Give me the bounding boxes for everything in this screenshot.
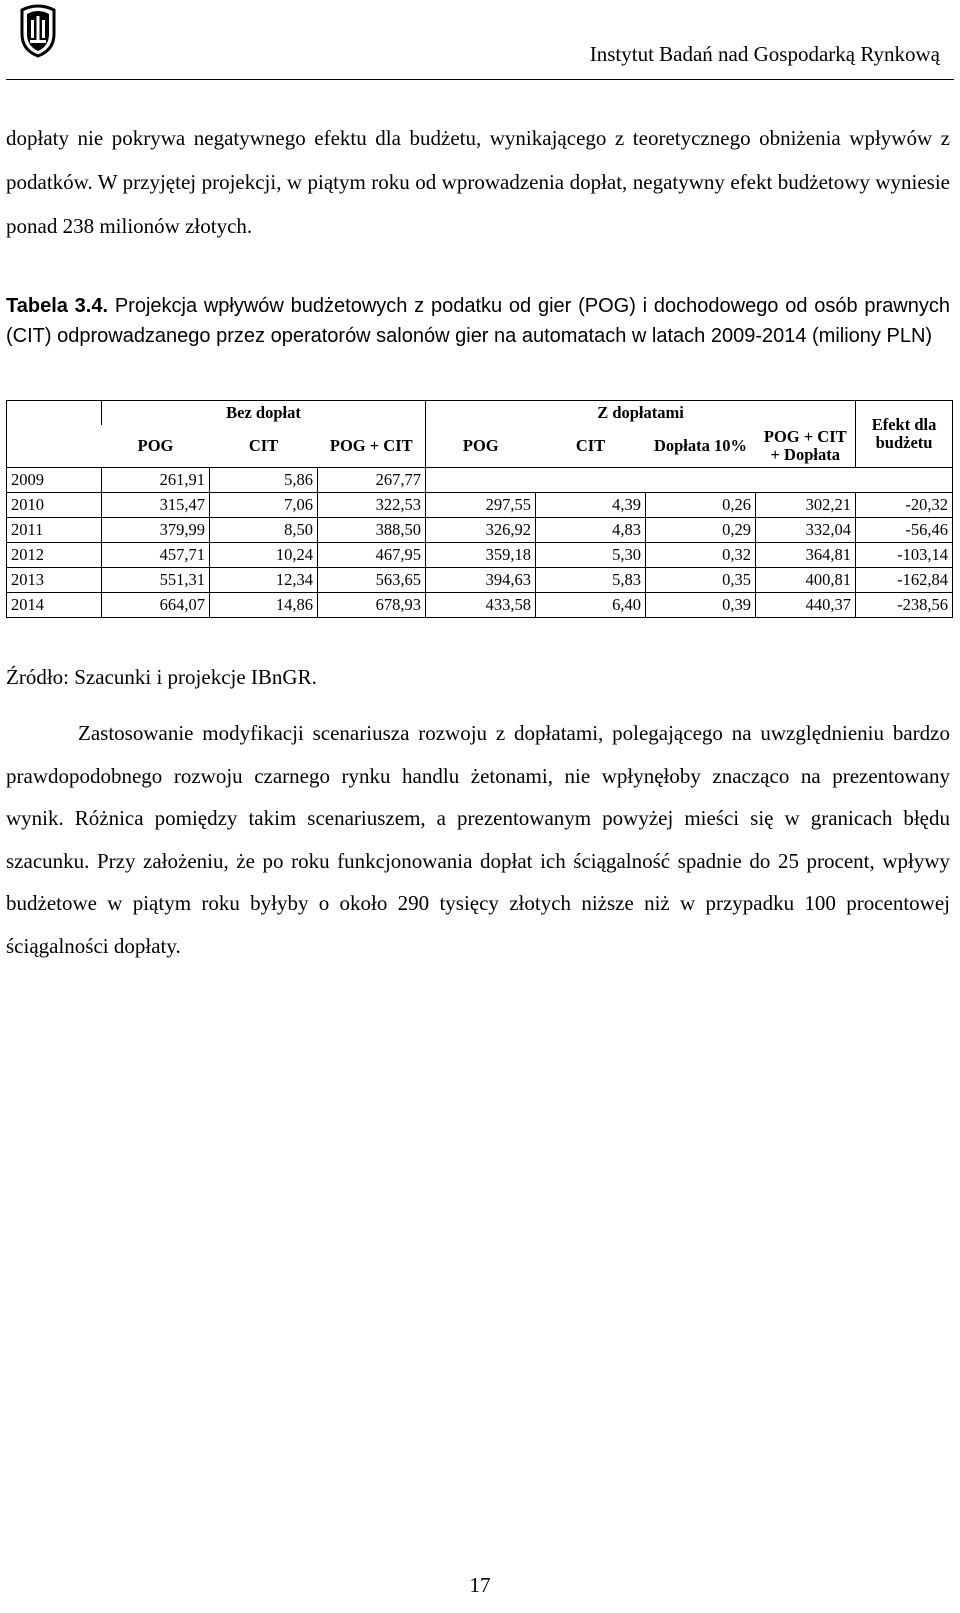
table-cell: 457,71 xyxy=(102,542,210,567)
table-header-group-without: Bez dopłat xyxy=(102,401,426,426)
table-caption-text: Projekcja wpływów budżetowych z podatku od gier (POG) i dochodowego od osób prawnych (CIT) odprowadzanego przez operatorów salonów gier na automatach w latach 2009-2014 (miliony PLN) xyxy=(6,295,951,347)
table-header-row-columns xyxy=(7,425,953,467)
table-row xyxy=(7,567,953,592)
body-paragraph-text: Zastosowanie modyfikacji scenariusza rozwoju z dopłatami, polegającego na uwzględnieniu bardzo prawdopodobnego rozwoju czarnego rynku handlu żetonami, nie wpłynęłoby znacząco na prezentowany wynik. Różnica pomiędzy takim scenariuszem, a prezentowanym powyżej mieści się w granicach błędu szacunku. Przy założeniu, że po roku funkcjonowania dopłat ich ściągalność spadnie do 25 procent, wpływy budżetowe w piątym roku byłyby o około 290 tysięcy złotych niższe niż w przypadku 100 procentowej ściągalności dopłaty. xyxy=(6,721,950,958)
table-cell: -103,14 xyxy=(856,542,953,567)
table-cell: 394,63 xyxy=(426,567,536,592)
table-cell: 267,77 xyxy=(318,467,426,492)
table-header-effect: Efekt dla budżetu xyxy=(856,401,953,468)
table-header-col: POG xyxy=(102,425,210,467)
table-cell: 332,04 xyxy=(756,517,856,542)
table-header-col: Dopłata 10% xyxy=(646,425,756,467)
table-row xyxy=(7,467,953,492)
table-caption xyxy=(6,291,950,351)
table-cell-year: 2010 xyxy=(7,492,102,517)
table-cell: -20,32 xyxy=(856,492,953,517)
body-paragraph xyxy=(6,712,950,967)
table-cell: 14,86 xyxy=(210,592,318,617)
header-divider xyxy=(6,79,954,80)
table-cell: 12,34 xyxy=(210,567,318,592)
table-row xyxy=(7,542,953,567)
table-header-row-groups xyxy=(7,401,953,426)
table-cell: 0,29 xyxy=(646,517,756,542)
table-header-col: CIT xyxy=(536,425,646,467)
table-cell: 10,24 xyxy=(210,542,318,567)
table-cell: 7,06 xyxy=(210,492,318,517)
table-header-col: CIT xyxy=(210,425,318,467)
table-cell: 297,55 xyxy=(426,492,536,517)
table-cell: 322,53 xyxy=(318,492,426,517)
table-row xyxy=(7,492,953,517)
page-number: 17 xyxy=(469,1573,491,1597)
table-header-col: POG xyxy=(426,425,536,467)
table-cell: 4,39 xyxy=(536,492,646,517)
table-cell: 302,21 xyxy=(756,492,856,517)
table-cell: 261,91 xyxy=(102,467,210,492)
table-cell: 400,81 xyxy=(756,567,856,592)
table-cell: -162,84 xyxy=(856,567,953,592)
table-cell: 8,50 xyxy=(210,517,318,542)
table-cell: 6,40 xyxy=(536,592,646,617)
table-cell: -238,56 xyxy=(856,592,953,617)
table-cell: 440,37 xyxy=(756,592,856,617)
table-header-col: POG + CIT + Dopłata xyxy=(756,425,856,467)
table-cell: 664,07 xyxy=(102,592,210,617)
institute-logo-icon xyxy=(18,4,58,58)
table-cell: 433,58 xyxy=(426,592,536,617)
intro-paragraph: dopłaty nie pokrywa negatywnego efektu dla budżetu, wynikającego z teoretycznego obniżenia wpływów z podatków. W przyjętej projekcji, w piątym roku od wprowadzenia dopłat, negatywny efekt budżetowy wyniesie ponad 238 milionów złotych. xyxy=(6,126,950,238)
table-cell: 379,99 xyxy=(102,517,210,542)
table-row xyxy=(7,592,953,617)
table-cell-year: 2009 xyxy=(7,467,102,492)
table-cell: 364,81 xyxy=(756,542,856,567)
table-cell: 563,65 xyxy=(318,567,426,592)
table-cell: 5,86 xyxy=(210,467,318,492)
table-cell: 4,83 xyxy=(536,517,646,542)
table-cell: 5,83 xyxy=(536,567,646,592)
table-cell: 326,92 xyxy=(426,517,536,542)
table-cell: 551,31 xyxy=(102,567,210,592)
table-cell: -56,46 xyxy=(856,517,953,542)
table-cell: 388,50 xyxy=(318,517,426,542)
table-cell-year: 2013 xyxy=(7,567,102,592)
table-cell: 678,93 xyxy=(318,592,426,617)
table-cell-empty xyxy=(426,467,953,492)
table-source: Źródło: Szacunki i projekcje IBnGR. xyxy=(6,665,317,689)
table-cell: 0,26 xyxy=(646,492,756,517)
table-row xyxy=(7,517,953,542)
header-institute-name: Instytut Badań nad Gospodarką Rynkową xyxy=(589,42,940,66)
table-cell-year: 2011 xyxy=(7,517,102,542)
projection-table xyxy=(6,400,953,618)
table-header-blank xyxy=(7,401,102,468)
table-header-group-with: Z dopłatami xyxy=(426,401,856,426)
table-cell-year: 2014 xyxy=(7,592,102,617)
table-cell: 0,39 xyxy=(646,592,756,617)
table-cell: 0,32 xyxy=(646,542,756,567)
table-header-col: POG + CIT xyxy=(318,425,426,467)
table-cell: 467,95 xyxy=(318,542,426,567)
table-cell: 5,30 xyxy=(536,542,646,567)
table-caption-label: Tabela 3.4. xyxy=(6,295,109,317)
table-cell-year: 2012 xyxy=(7,542,102,567)
table-cell: 0,35 xyxy=(646,567,756,592)
table-body xyxy=(7,467,953,617)
table-cell: 359,18 xyxy=(426,542,536,567)
table-cell: 315,47 xyxy=(102,492,210,517)
